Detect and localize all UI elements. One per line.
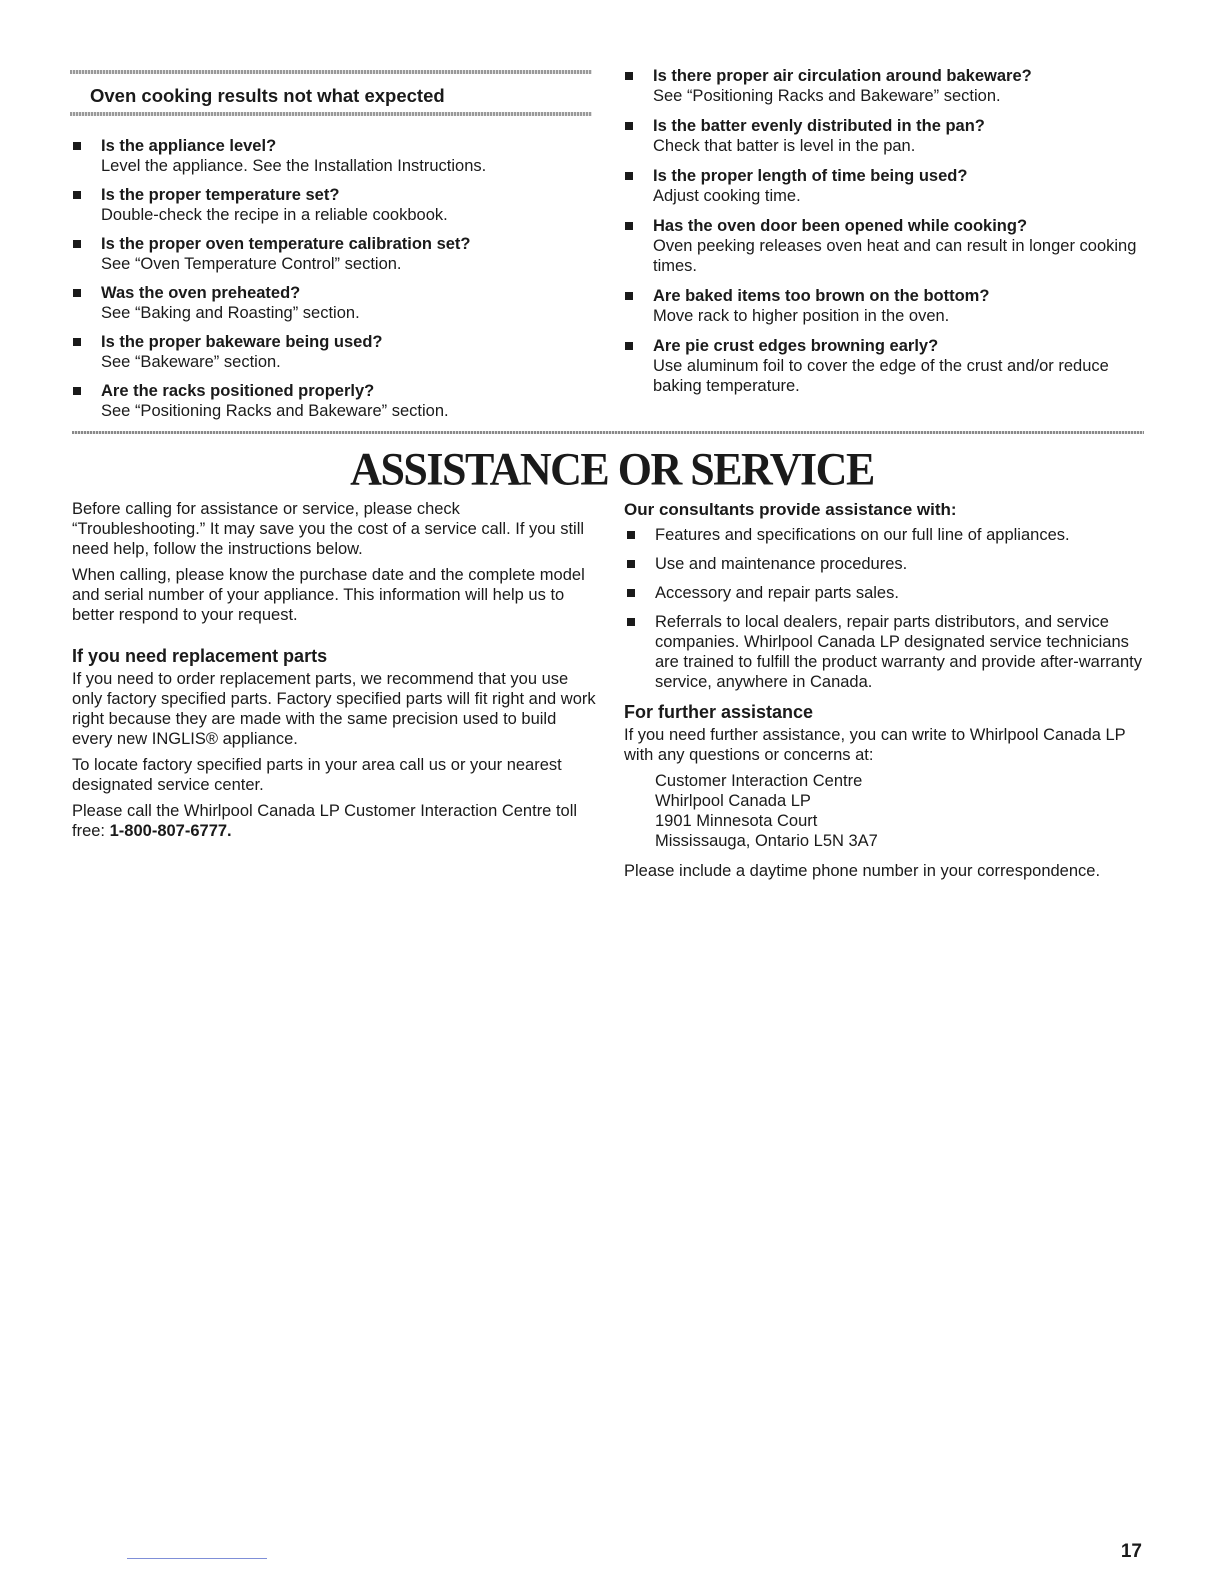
answer: Double-check the recipe in a reliable cookbook. — [101, 206, 448, 224]
page-title: ASSISTANCE OR SERVICE — [350, 443, 874, 496]
question: Is the proper oven temperature calibration set? — [101, 235, 471, 253]
phone-number: 1-800-807-6777. — [109, 822, 232, 840]
service-text: Accessory and repair parts sales. — [655, 584, 899, 602]
answer: See “Bakeware” section. — [101, 353, 281, 371]
list-item — [622, 336, 1144, 396]
question: Are pie crust edges browning early? — [653, 337, 939, 355]
list-item — [70, 185, 592, 225]
address-line: 1901 Minnesota Court — [655, 812, 818, 830]
square-bullet-icon — [73, 191, 81, 199]
oven-questions-right — [622, 66, 1144, 396]
answer: Check that batter is level in the pan. — [653, 137, 916, 155]
square-bullet-icon — [625, 172, 633, 180]
question: Is there proper air circulation around bakeware? — [653, 67, 1032, 85]
list-item — [70, 381, 592, 421]
question: Was the oven preheated? — [101, 284, 301, 302]
list-item — [624, 583, 1149, 603]
address-line: Customer Interaction Centre — [655, 772, 863, 790]
list-item — [70, 283, 592, 323]
section-divider — [72, 431, 1144, 434]
list-item — [70, 332, 592, 372]
further-assistance-heading: For further assistance — [624, 702, 814, 722]
locate-parts-paragraph: To locate factory specified parts in your area call us or your nearest designated service center. — [72, 756, 562, 794]
answer: Level the appliance. See the Installation Instructions. — [101, 157, 487, 175]
square-bullet-icon — [625, 222, 633, 230]
answer: See “Positioning Racks and Bakeware” section. — [101, 402, 449, 420]
square-bullet-icon — [73, 387, 81, 395]
question: Is the proper length of time being used? — [653, 167, 968, 185]
consultant-services-list — [624, 525, 1149, 692]
square-bullet-icon — [73, 240, 81, 248]
answer: See “Positioning Racks and Bakeware” section. — [653, 87, 1001, 105]
answer: See “Oven Temperature Control” section. — [101, 255, 402, 273]
question: Is the proper temperature set? — [101, 186, 340, 204]
oven-results-left-column — [70, 70, 592, 421]
list-item — [622, 216, 1144, 276]
square-bullet-icon — [73, 142, 81, 150]
oven-results-right-column — [622, 66, 1144, 396]
square-bullet-icon — [627, 560, 635, 568]
question: Is the appliance level? — [101, 137, 277, 155]
answer: See “Baking and Roasting” section. — [101, 304, 360, 322]
list-item — [70, 234, 592, 274]
footer-rule — [127, 1558, 267, 1559]
consultants-heading: Our consultants provide assistance with: — [624, 500, 957, 519]
answer: Oven peeking releases oven heat and can result in longer cooking times. — [653, 237, 1137, 275]
question: Is the proper bakeware being used? — [101, 333, 383, 351]
square-bullet-icon — [627, 531, 635, 539]
section-rule-bottom — [70, 112, 592, 116]
intro-paragraph: Before calling for assistance or service, please check “Troubleshooting.” It may save you the cost of a service call. If you still need help, follow the instructions below. — [72, 500, 585, 558]
list-item — [624, 612, 1149, 692]
service-text: Features and specifications on our full line of appliances. — [655, 526, 1070, 544]
square-bullet-icon — [627, 589, 635, 597]
mailing-address — [655, 771, 1149, 851]
further-assistance-paragraph: If you need further assistance, you can write to Whirlpool Canada LP with any questions or concerns at: — [624, 726, 1126, 764]
square-bullet-icon — [625, 122, 633, 130]
list-item — [622, 66, 1144, 106]
list-item — [624, 525, 1149, 545]
question: Are the racks positioned properly? — [101, 382, 375, 400]
assistance-left-column — [72, 499, 597, 847]
page-number: 17 — [1120, 1541, 1142, 1562]
address-line: Whirlpool Canada LP — [655, 792, 811, 810]
square-bullet-icon — [73, 289, 81, 297]
square-bullet-icon — [625, 292, 633, 300]
call-paragraph — [72, 801, 597, 841]
service-text: Use and maintenance procedures. — [655, 555, 908, 573]
list-item — [622, 286, 1144, 326]
square-bullet-icon — [625, 72, 633, 80]
call-text: Please call the Whirlpool Canada LP Customer Interaction Centre toll free: — [72, 802, 578, 840]
list-item — [622, 116, 1144, 156]
answer: Adjust cooking time. — [653, 187, 801, 205]
answer: Use aluminum foil to cover the edge of the crust and/or reduce baking temperature. — [653, 357, 1109, 395]
calling-info-paragraph: When calling, please know the purchase date and the complete model and serial number of your appliance. This information will help us to better respond to your request. — [72, 566, 585, 624]
list-item — [624, 554, 1149, 574]
address-line: Mississauga, Ontario L5N 3A7 — [655, 832, 878, 850]
oven-questions-left — [70, 136, 592, 421]
closing-note: Please include a daytime phone number in your correspondence. — [624, 862, 1101, 880]
list-item — [622, 166, 1144, 206]
list-item — [70, 136, 592, 176]
question: Are baked items too brown on the bottom? — [653, 287, 990, 305]
square-bullet-icon — [73, 338, 81, 346]
service-text: Referrals to local dealers, repair parts distributors, and service companies. Whirlpool Canada LP designated service technicians are trained to fulfill the product warranty and provide after-warranty service, anywhere in Canada. — [655, 613, 1142, 691]
square-bullet-icon — [625, 342, 633, 350]
replacement-parts-paragraph: If you need to order replacement parts, we recommend that you use only factory specified parts. Factory specified parts will fit right and work right because they are made with the same precision used to build every new INGLIS® appliance. — [72, 670, 596, 748]
square-bullet-icon — [627, 618, 635, 626]
replacement-parts-heading: If you need replacement parts — [72, 646, 328, 666]
question: Has the oven door been opened while cooking? — [653, 217, 1028, 235]
assistance-right-column — [624, 499, 1149, 887]
answer: Move rack to higher position in the oven. — [653, 307, 950, 325]
question: Is the batter evenly distributed in the pan? — [653, 117, 985, 135]
oven-results-heading: Oven cooking results not what expected — [90, 85, 445, 106]
